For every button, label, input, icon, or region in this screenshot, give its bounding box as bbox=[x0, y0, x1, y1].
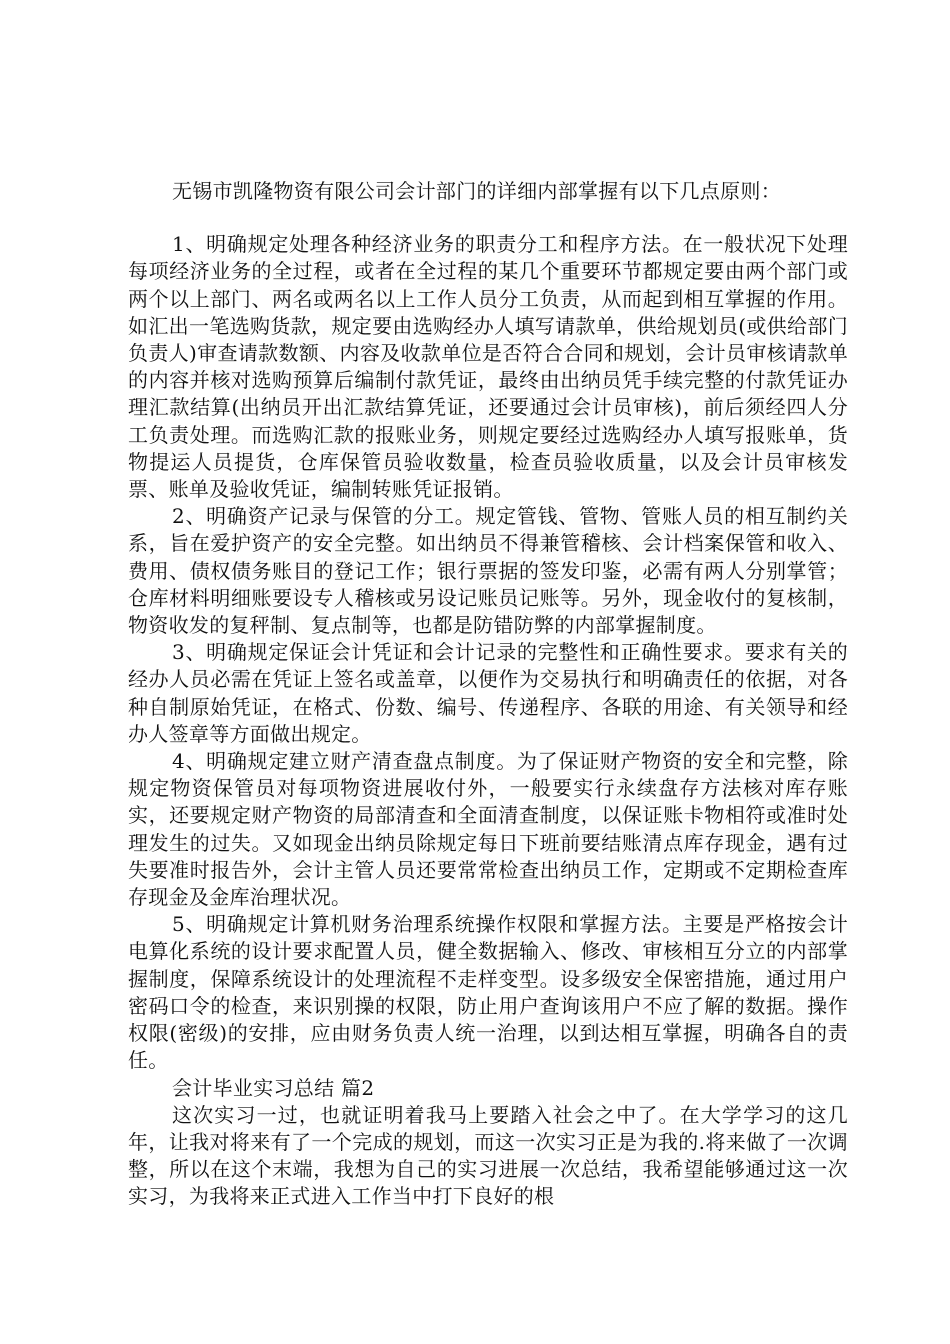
principle-5-paragraph: 5、明确规定计算机财务治理系统操作权限和掌握方法。主要是严格按会计电算化系统的设计要求配置人员，健全数据输入、修改、审核相互分立的内部掌握制度，保障系统设计的处理流程不走样变型。设多级安全保密措施，通过用户密码口令的检查，来识别操的权限，防止用户查询该用户不应了解的数据。操作权限(密级)的安排，应由财务负责人统一治理，以到达相互掌握，明确各自的责任。 bbox=[128, 912, 848, 1073]
principle-3-paragraph: 3、明确规定保证会计凭证和会计记录的完整性和正确性要求。要求有关的经办人员必需在凭证上签名或盖章，以便作为交易执行和明确责任的依据，对各种自制原始凭证，在格式、份数、编号、传递程序、各联的用途、有关领导和经办人签章等方面做出规定。 bbox=[128, 640, 848, 746]
principle-2-paragraph: 2、明确资产记录与保管的分工。规定管钱、管物、管账人员的相互制约关系，旨在爱护资产的安全完整。如出纳员不得兼管稽核、会计档案保管和收入、费用、债权债务账目的登记工作；银行票据的签发印鉴，必需有两人分别掌管；仓库材料明细账要设专人稽核或另设记账员记账等。另外，现金收付的复核制，物资收发的复秤制、复点制等，也都是防错防弊的内部掌握制度。 bbox=[128, 504, 848, 638]
section-title: 会计毕业实习总结 篇2 bbox=[172, 1075, 375, 1100]
closing-paragraph: 这次实习一过，也就证明着我马上要踏入社会之中了。在大学学习的这几年，让我对将来有了一个完成的规划，而这一次实习正是为我的.将来做了一次调整，所以在这个末端，我想为自己的实习进展一次总结，我希望能够通过这一次实习，为我将来正式进入工作当中打下良好的根 bbox=[128, 1102, 848, 1209]
intro-line: 无锡市凯隆物资有限公司会计部门的详细内部掌握有以下几点原则： bbox=[172, 179, 781, 203]
document-page bbox=[128, 178, 848, 1211]
principle-1-paragraph: 1、明确规定处理各种经济业务的职责分工和程序方法。在一般状况下处理每项经济业务的全过程，或者在全过程的某几个重要环节都规定要由两个部门或两个以上部门、两名或两名以上工作人员分工负责，从而起到相互掌握的作用。如汇出一笔选购货款，规定要由选购经办人填写请款单，供给规划员(或供给部门负责人)审查请款数额、内容及收款单位是否符合合同和规划，会计员审核请款单的内容并核对选购预算后编制付款凭证，最终由出纳员凭手续完整的付款凭证办理汇款结算(出纳员开出汇款结算凭证，还要通过会计员审核)，前后须经四人分工负责处理。而选购汇款的报账业务，则规定要经过选购经办人填写报账单，货物提运人员提货，仓库保管员验收数量，检查员验收质量，以及会计员审核发票、账单及验收凭证，编制转账凭证报销。 bbox=[128, 232, 848, 502]
principle-4-paragraph: 4、明确规定建立财产清查盘点制度。为了保证财产物资的安全和完整，除规定物资保管员对每项物资进展收付外，一般要实行永续盘存方法核对库存账实，还要规定财产物资的局部清查和全面清查制度，以保证账卡物相符或准时处理发生的过失。又如现金出纳员除规定每日下班前要结账清点库存现金，遇有过失要准时报告外，会计主管人员还要常常检查出纳员工作，定期或不定期检查库存现金及金库治理状况。 bbox=[128, 749, 848, 910]
